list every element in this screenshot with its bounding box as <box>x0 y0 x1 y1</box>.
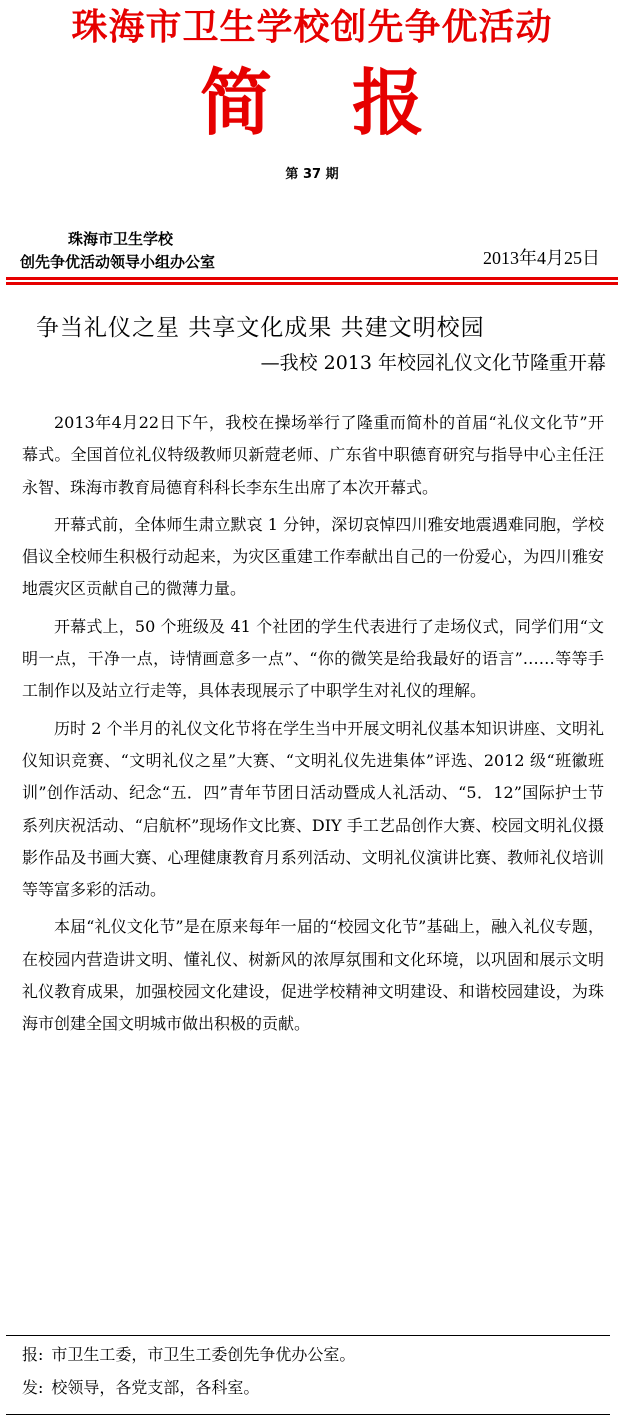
issuer-office: 创先争优活动领导小组办公室 <box>20 253 216 271</box>
send-recipients: 校领导，各党支部，各科室。 <box>51 1378 260 1397</box>
footer-divider-bottom <box>6 1414 610 1415</box>
article-paragraph: 开幕式前，全体师生肃立默哀 1 分钟，深切哀悼四川雅安地震遇难同胞，学校倡议全校师生积极行动起来，为灾区重建工作奉献出自己的一份爱心，为四川雅安地震灾区贡献自己的微薄力量。 <box>22 514 604 599</box>
article-paragraph: 开幕式上，50 个班级及 41 个社团的学生代表进行了走场仪式，同学们用“文明一点，干净一点，诗情画意多一点”、“你的微笑是给我最好的语言”……等等手工制作以及站立行走等，具体表现展示了中职学生对礼仪的理解。 <box>22 616 604 701</box>
article-body <box>22 407 604 1046</box>
report-to-line <box>22 1344 355 1366</box>
masthead-title: 珠海市卫生学校创先争优活动 <box>71 7 553 48</box>
article-paragraph: 2013年4月22日下午，我校在操场举行了隆重而简朴的首届“礼仪文化节”开幕式。全国首位礼仪特级教师贝新蒄老师、广东省中职德育研究与指导中心主任汪永智、珠海市教育局德育科科长李东生出席了本次开幕式。 <box>22 413 604 497</box>
issue-date: 2013年4月25日 <box>483 248 600 268</box>
article-paragraph: 本届“礼仪文化节”是在原来每年一届的“校园文化节”基础上，融入礼仪专题，在校园内营造讲文明、懂礼仪、树新风的浓厚氛围和文化环境，以巩固和展示文明礼仪教育成果，加强校园文化建设，促进学校精神文明建设、和谐校园建设，为珠海市创建全国文明城市做出积极的贡献。 <box>22 917 604 1034</box>
article-subtitle: —我校 2013 年校园礼仪文化节隆重开幕 <box>260 352 606 374</box>
send-label: 发: <box>22 1378 44 1397</box>
bulletin-char-1: 简 <box>199 61 272 145</box>
send-to-line <box>22 1377 259 1399</box>
issuer-school: 珠海市卫生学校 <box>68 230 174 248</box>
article-paragraph: 历时 2 个半月的礼仪文化节将在学生当中开展文明礼仪基本知识讲座、文明礼仪知识竞赛、“文明礼仪之星”大赛、“文明礼仪先进集体”评选、2012 级“班徽班训”创作活动、纪念“五．四”青年节团日活动暨成人礼活动、“5．12”国际护士节系列庆祝活动、“启航杯”现场作文比赛、DIY 手工艺品创作大赛、校园文明礼仪摄影作品及书画大赛、心理健康教育月系列活动、文明礼仪演讲比赛、教师礼仪培训等等富多彩的活动。 <box>22 718 604 900</box>
header-divider-bottom <box>6 282 618 285</box>
header-divider-top <box>6 277 618 280</box>
bulletin-char-2: 报 <box>352 61 425 145</box>
report-label: 报: <box>22 1345 44 1364</box>
footer-divider-top <box>6 1335 610 1336</box>
report-recipients: 市卫生工委，市卫生工委创先争优办公室。 <box>51 1345 356 1364</box>
article-title: 争当礼仪之星 共享文化成果 共建文明校园 <box>36 315 485 341</box>
issue-number: 第 37 期 <box>285 167 339 182</box>
bulletin-heading <box>0 62 624 144</box>
